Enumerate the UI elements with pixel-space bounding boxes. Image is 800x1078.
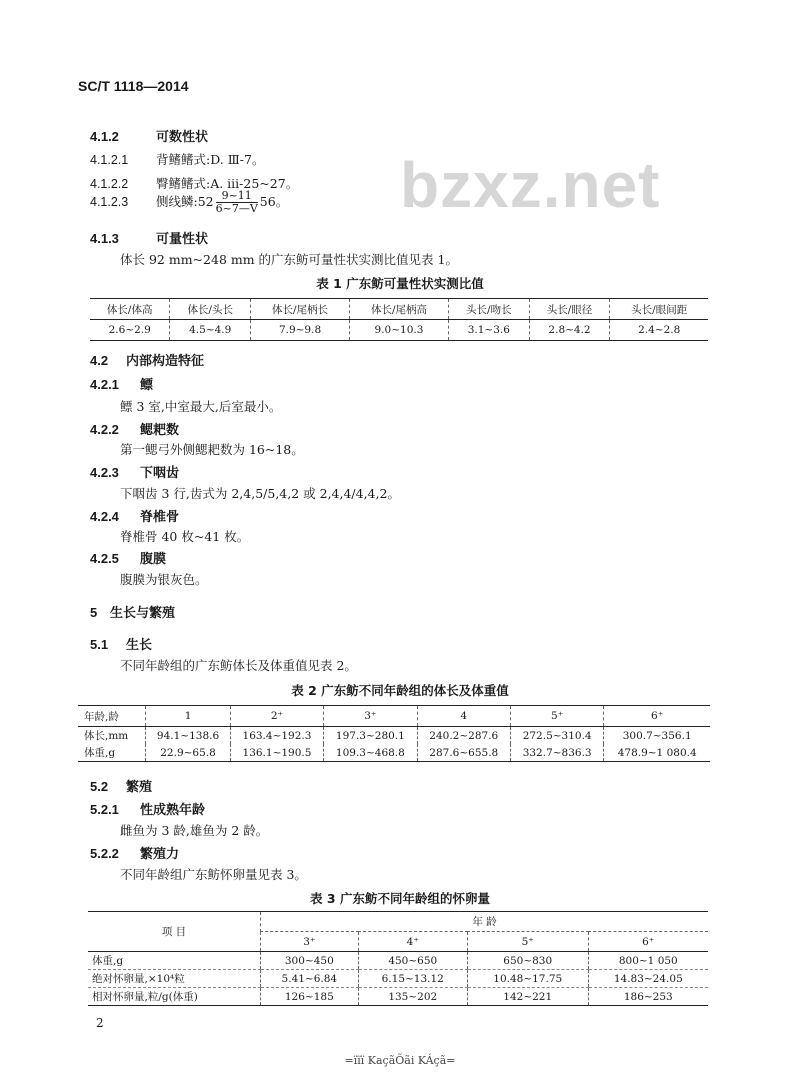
section-4-1-2-heading: 4.1.2 可数性状: [90, 129, 209, 145]
table3-cell: 135~202: [358, 988, 467, 1006]
table2-header: 3⁺: [324, 706, 417, 727]
section-4-1-2-2: 4.1.2.2 臀鳍鳍式:A. iii-25~27。: [90, 176, 299, 191]
section-5-2-2-text: 不同年龄组广东鲂怀卵量见表 3。: [120, 867, 307, 882]
table1-cell: 2.6~2.9: [108, 324, 151, 336]
table-row: [88, 970, 708, 988]
table2-caption: 表 2 广东鲂不同年龄组的体长及体重值: [291, 683, 509, 698]
table2-header: 5⁺: [510, 706, 603, 727]
section-5-2-heading: 5.2 繁殖: [90, 779, 153, 795]
table3-age-header: 4⁺: [358, 932, 467, 952]
table3-caption: 表 3 广东鲂不同年龄组的怀卵量: [310, 891, 490, 906]
table-row: [78, 744, 710, 762]
table3-cell: 186~253: [588, 988, 708, 1006]
table3-cell: 126~185: [261, 988, 359, 1006]
table2-header: 年龄,龄: [78, 706, 146, 727]
table1-cell: 7.9~9.8: [251, 320, 350, 341]
table2-cell: 体重,g: [84, 747, 116, 759]
table1-header: 头长/眼间距: [610, 299, 708, 320]
section-4-2-5-text: 腹膜为银灰色。: [120, 572, 208, 587]
table3-cell: 6.15~13.12: [358, 970, 467, 988]
table2-cell: 332.7~836.3: [510, 744, 603, 762]
table3-cell: 10.48~17.75: [467, 970, 588, 988]
section-5-heading: 5 生长与繁殖: [90, 605, 176, 621]
section-4-2-1-heading: 4.2.1 鳔: [90, 377, 154, 393]
table3-age-group-header: 年 龄: [261, 912, 709, 932]
section-4-2-4-text: 脊椎骨 40 枚~41 枚。: [120, 529, 250, 544]
table2-cell: 22.9~65.8: [146, 744, 230, 762]
table-row: [90, 320, 708, 341]
section-4-2-5-heading: 4.2.5 腹膜: [90, 551, 167, 567]
table3-age-header: 5⁺: [467, 932, 588, 952]
table2-cell: 287.6~655.8: [417, 744, 510, 762]
table3-cell: 体重,g: [88, 952, 261, 970]
watermark: bzxz.net: [400, 149, 661, 221]
table3-group-header-row: [88, 912, 708, 932]
table1-header-row: [90, 299, 708, 320]
table2-cell: 240.2~287.6: [417, 727, 510, 745]
table1-cell: 2.8~4.2: [529, 320, 610, 341]
table3-cell: 650~830: [467, 952, 588, 970]
lateral-line-fraction: $\frac{9\sim 11}{6\sim 7—V}$: [215, 189, 258, 215]
table2-header: 6⁺: [604, 706, 710, 727]
table-1: [90, 298, 708, 341]
table3-item-header: 项 目: [88, 912, 261, 952]
document-header: SC/T 1118—2014: [78, 78, 189, 94]
table1-cell: 4.5~4.9: [170, 320, 251, 341]
table2-cell: 197.3~280.1: [324, 727, 417, 745]
table2-header: 2⁺: [230, 706, 323, 727]
table1-caption: 表 1 广东鲂可量性状实测比值: [316, 276, 484, 291]
section-4-1-2-3: 4.1.2.3 侧线鳞:52 $\frac{9\sim 11}{6\sim 7—V}$ 56。: [90, 189, 289, 215]
section-5-1-heading: 5.1 生长: [90, 637, 153, 653]
table2-cell: 300.7~356.1: [604, 727, 710, 745]
section-5-2-1-heading: 5.2.1 性成熟年龄: [90, 802, 206, 818]
section-4-1-3-text: 体长 92 mm~248 mm 的广东鲂可量性状实测比值见表 1。: [120, 252, 458, 267]
table2-cell: 109.3~468.8: [324, 744, 417, 762]
table1-cell: 3.1~3.6: [448, 320, 529, 341]
table2-cell: 163.4~192.3: [230, 727, 323, 745]
table3-age-header: 3⁺: [261, 932, 359, 952]
section-4-2-3-text: 下咽齿 3 行,齿式为 2,4,5/5,4,2 或 2,4,4/4,4,2。: [120, 486, 400, 501]
section-5-1-text: 不同年龄组的广东鲂体长及体重值见表 2。: [120, 658, 357, 673]
table1-cell: 2.4~2.8: [610, 320, 708, 341]
table3-cell: 相对怀卵量,粒/g(体重): [92, 991, 198, 1003]
section-4-1-2-1: 4.1.2.1 背鳍鳍式:D. Ⅲ-7。: [90, 152, 265, 167]
table2-cell: 94.1~138.6: [146, 727, 230, 745]
section-5-2-2-heading: 5.2.2 繁殖力: [90, 846, 180, 862]
table3-cell: 142~221: [467, 988, 588, 1006]
table2-cell: 272.5~310.4: [510, 727, 603, 745]
table3-cell: 5.41~6.84: [261, 970, 359, 988]
table3-cell: 14.83~24.05: [588, 970, 708, 988]
section-5-2-1-text: 雌鱼为 3 龄,雄鱼为 2 龄。: [120, 823, 269, 838]
table2-cell: 478.9~1 080.4: [604, 744, 710, 762]
table2-cell: 136.1~190.5: [230, 744, 323, 762]
table2-header: 4: [417, 706, 510, 727]
table1-header: 体长/尾柄高: [350, 299, 449, 320]
table-row: [88, 952, 708, 970]
section-4-2-heading: 4.2 内部构造特征: [90, 353, 205, 369]
table2-header: 1: [146, 706, 230, 727]
section-4-2-3-heading: 4.2.3 下咽齿: [90, 465, 180, 481]
table2-header-row: [78, 706, 710, 727]
table1-header: 头长/吻长: [448, 299, 529, 320]
table1-header: 体长/尾柄长: [251, 299, 350, 320]
page-number: 2: [96, 1016, 104, 1030]
table3-cell: 绝对怀卵量,×10⁴粒: [88, 970, 261, 988]
table3-age-header: 6⁺: [588, 932, 708, 952]
table2-cell: 体长,mm: [84, 730, 129, 742]
table1-cell: 9.0~10.3: [350, 320, 449, 341]
section-4-1-3-heading: 4.1.3 可量性状: [90, 231, 209, 247]
section-4-2-1-text: 鳔 3 室,中室最大,后室最小。: [120, 399, 282, 414]
section-4-2-2-text: 第一鳃弓外侧鳃耙数为 16~18。: [120, 442, 304, 457]
table1-header: 体长/体高: [90, 299, 170, 320]
table1-header: 体长/头长: [170, 299, 251, 320]
section-4-2-4-heading: 4.2.4 脊椎骨: [90, 509, 180, 525]
table1-header: 头长/眼径: [529, 299, 610, 320]
table-row: [78, 727, 710, 745]
section-4-2-2-heading: 4.2.2 鳃耙数: [90, 422, 180, 438]
table3-cell: 800~1 050: [588, 952, 708, 970]
table-2: [78, 705, 710, 762]
table3-cell: 450~650: [358, 952, 467, 970]
table-row: [88, 988, 708, 1006]
table3-cell: 300~450: [261, 952, 359, 970]
footer-text: =ïïï KaçãÕãi KÁçã=: [344, 1054, 456, 1067]
table-3: [88, 911, 708, 1006]
